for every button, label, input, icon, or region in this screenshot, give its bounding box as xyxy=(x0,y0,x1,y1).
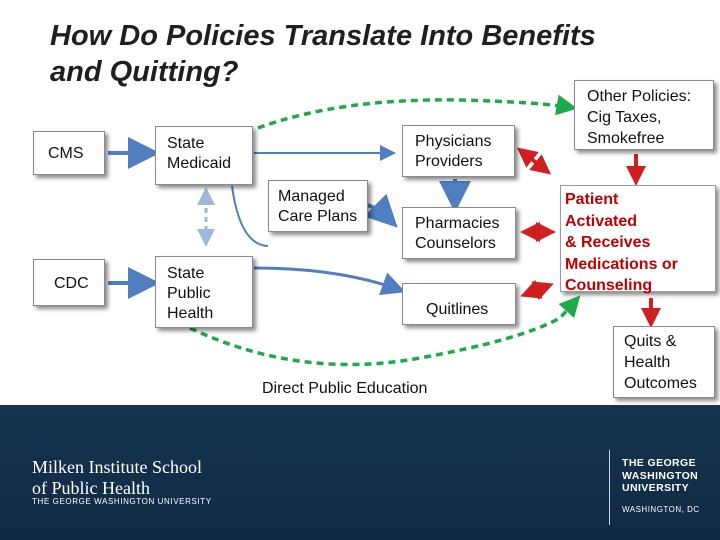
node-cms xyxy=(33,131,105,175)
node-label-line: Other Policies: xyxy=(587,88,692,105)
arrow-red-quitlines-patient xyxy=(524,285,550,295)
arrow-public-health-to-quitlines xyxy=(254,268,400,290)
node-label-line: Quits & xyxy=(624,333,677,350)
node-state-public-health xyxy=(155,256,253,328)
footer-line: THE GEORGE xyxy=(622,457,697,469)
node-label-line: Health xyxy=(167,305,214,322)
node-label-line: & Receives xyxy=(565,234,651,251)
node-label-line: Activated xyxy=(565,212,638,230)
footer-line: UNIVERSITY xyxy=(622,482,690,494)
footer-divider xyxy=(609,450,610,525)
footer-university-sub: WASHINGTON, DC xyxy=(622,505,700,514)
node-label-line: Managed xyxy=(278,188,345,205)
node-pharmacies-counselors xyxy=(402,207,516,259)
node-label-line: Outcomes xyxy=(624,375,697,392)
node-label-line: Care Plans xyxy=(278,208,358,225)
node-label-line: Health xyxy=(624,354,671,371)
arrow-red-physicians-patient xyxy=(520,150,548,172)
node-label-line: Providers xyxy=(415,153,483,170)
footer-line: Milken Institute School xyxy=(32,457,202,477)
footer-line: of Public Health xyxy=(32,478,150,498)
node-cdc xyxy=(33,259,105,306)
node-label-line: Physicians xyxy=(415,133,492,150)
node-quitlines-label: Quitlines xyxy=(426,301,489,318)
arrow-medicaid-to-managed-care xyxy=(232,186,268,246)
node-label-line: Counselors xyxy=(415,235,496,252)
title-line-1: How Do Policies Translate Into Benefits xyxy=(50,20,596,52)
arrow-green-top xyxy=(258,100,574,128)
node-state-medicaid xyxy=(155,126,253,185)
arrow-managed-care-to-pharmacies xyxy=(368,205,392,222)
footer-university-logo xyxy=(622,457,698,495)
footer-line: WASHINGTON xyxy=(622,469,699,482)
node-label-line: Public xyxy=(167,285,211,302)
node-label-line: Smokefree xyxy=(587,130,665,147)
node-label-line: Medicaid xyxy=(167,155,232,172)
node-managed-care xyxy=(268,180,368,232)
node-quits-outcomes xyxy=(613,326,715,398)
node-direct-public-education xyxy=(262,378,427,399)
node-patient-text xyxy=(565,189,678,297)
node-label-line: Patient xyxy=(565,191,619,208)
footer-bar xyxy=(0,405,720,540)
node-quitlines xyxy=(402,283,516,325)
node-physicians-providers xyxy=(402,125,515,177)
node-label-line: Medications or xyxy=(565,255,678,273)
title-line-2: and Quitting? xyxy=(50,56,239,88)
node-cms-label: CMS xyxy=(48,145,84,162)
node-cdc-label: CDC xyxy=(54,275,89,292)
node-dpe-label: Direct Public Education xyxy=(262,380,428,397)
footer-school-sub: THE GEORGE WASHINGTON UNIVERSITY xyxy=(32,497,212,506)
node-other-policies xyxy=(574,80,714,150)
node-label-line: Cig Taxes, xyxy=(587,109,662,126)
node-label-line: Counseling xyxy=(565,277,653,294)
footer-school-name xyxy=(32,457,202,499)
node-label-line: State xyxy=(167,265,205,282)
node-label-line: Pharmacies xyxy=(415,215,500,232)
node-label-line: State xyxy=(167,135,205,152)
